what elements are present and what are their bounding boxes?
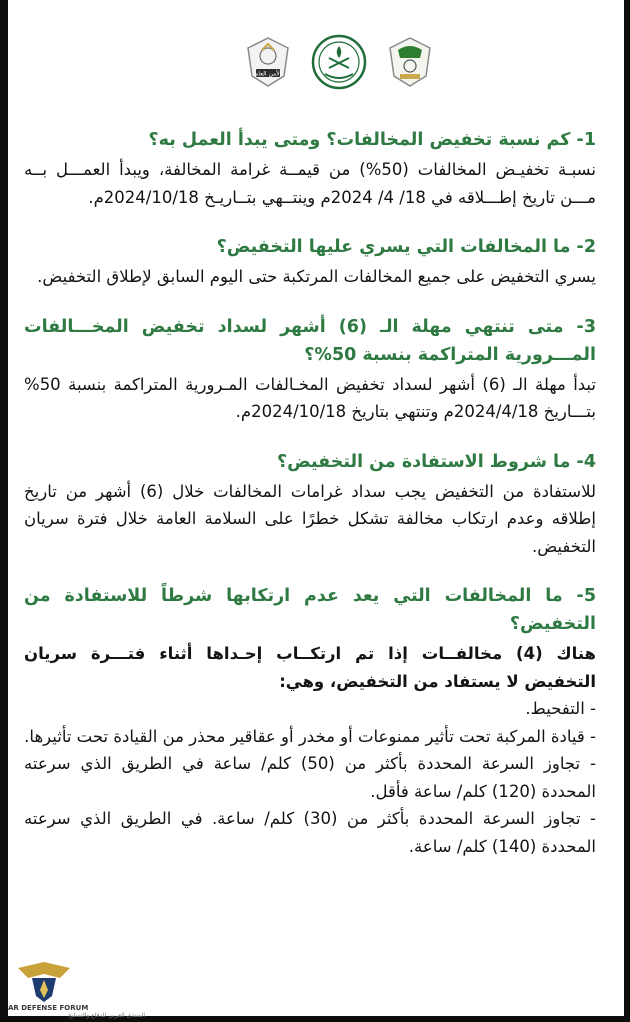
faq-item-5 [24,582,596,860]
header-logos [244,32,434,92]
violations-list [24,695,596,860]
faq-content [24,126,596,882]
faq-item-3 [24,313,596,426]
question-5: 5- ما المخالفات التي يعد عدم ارتكابها شرطاً للاستفادة من التخفيض؟ [24,586,596,634]
question-1: 1- كم نسبة تخفيض المخالفات؟ ومتى يبدأ العمل به؟ [148,130,596,150]
list-item: - تجاوز السرعة المحددة بأكثر من (30) كلم/ ساعة. في الطريق الذي سرعته المحددة (140) كلم/ ساعة. [24,809,596,856]
left-border [0,0,8,1022]
document-page [24,0,596,1010]
answer-5-intro: هناك (4) مخالفــات إذا تم ارتكــاب إحـداها أثناء فتـــرة سريان التخفيض لا يستفاد من التخفيض، وهي: [24,644,596,691]
answer-2: يسري التخفيض على جميع المخالفات المرتكبة حتى اليوم السابق لإطلاق التخفيض. [37,267,596,286]
watermark-subtext: المنتدى العربي للدفاع والتسليح [68,1012,145,1019]
right-border [624,0,630,1022]
faq-item-2 [24,233,596,291]
list-item: - التفحيط. [525,699,596,718]
question-2: 2- ما المخالفات التي يسري عليها التخفيض؟ [216,237,596,257]
list-item: - قيادة المركبة تحت تأثير ممنوعات أو مخدر أو عقاقير محذر من القيادة تحت تأثيرها. [24,726,596,746]
list-item: - تجاوز السرعة المحددة بأكثر من (50) كلم/ ساعة في الطريق الذي سرعته المحددة (120) كلم/ ساعة فأقل. [24,754,597,801]
answer-3: تبدأ مهلة الـ (6) أشهر لسداد تخفيض المخـالفات المـرورية المتراكمة بنسبة 50% بتـــاريخ 2024/4/18م وتنتهي بتاريخ 2024/10/18م. [24,374,597,421]
public-security-logo [244,36,292,88]
ministry-of-interior-logo [311,34,367,90]
public-security-caption: الأمن العام [254,70,282,78]
question-4: 4- ما شروط الاستفادة من التخفيض؟ [276,451,596,472]
traffic-department-logo [386,36,434,88]
answer-1: نسبـة تخفيـض المخالفات (50%) من قيمــة غرامة المخالفة، ويبدأ العمـــل بــه مـــن تاريخ إطـــلاقه في 18/ 4/ 2024م وينتــهي بتــاريـخ 2024/10/18م. [24,160,596,207]
watermark-text: AR DEFENSE FORUM [8,1004,89,1012]
forum-watermark [8,960,145,1022]
forum-emblem-icon [14,960,74,1006]
faq-item-1 [24,126,596,211]
question-3: 3- متى تنتهي مهلة الـ (6) أشهر لسداد تخفيض المخـــالفات المـــرورية المتراكمة بنسبة 50%؟ [24,316,597,365]
answer-4: للاستفادة من التخفيض يجب سداد غرامات المخالفات خلال (6) أشهر من تاريخ إطلاقه وعدم ارتكاب مخالفة تشكل خطرًا على السلامة العامة خلال فترة سريان التخفيض. [24,481,596,556]
faq-item-4 [24,448,596,561]
